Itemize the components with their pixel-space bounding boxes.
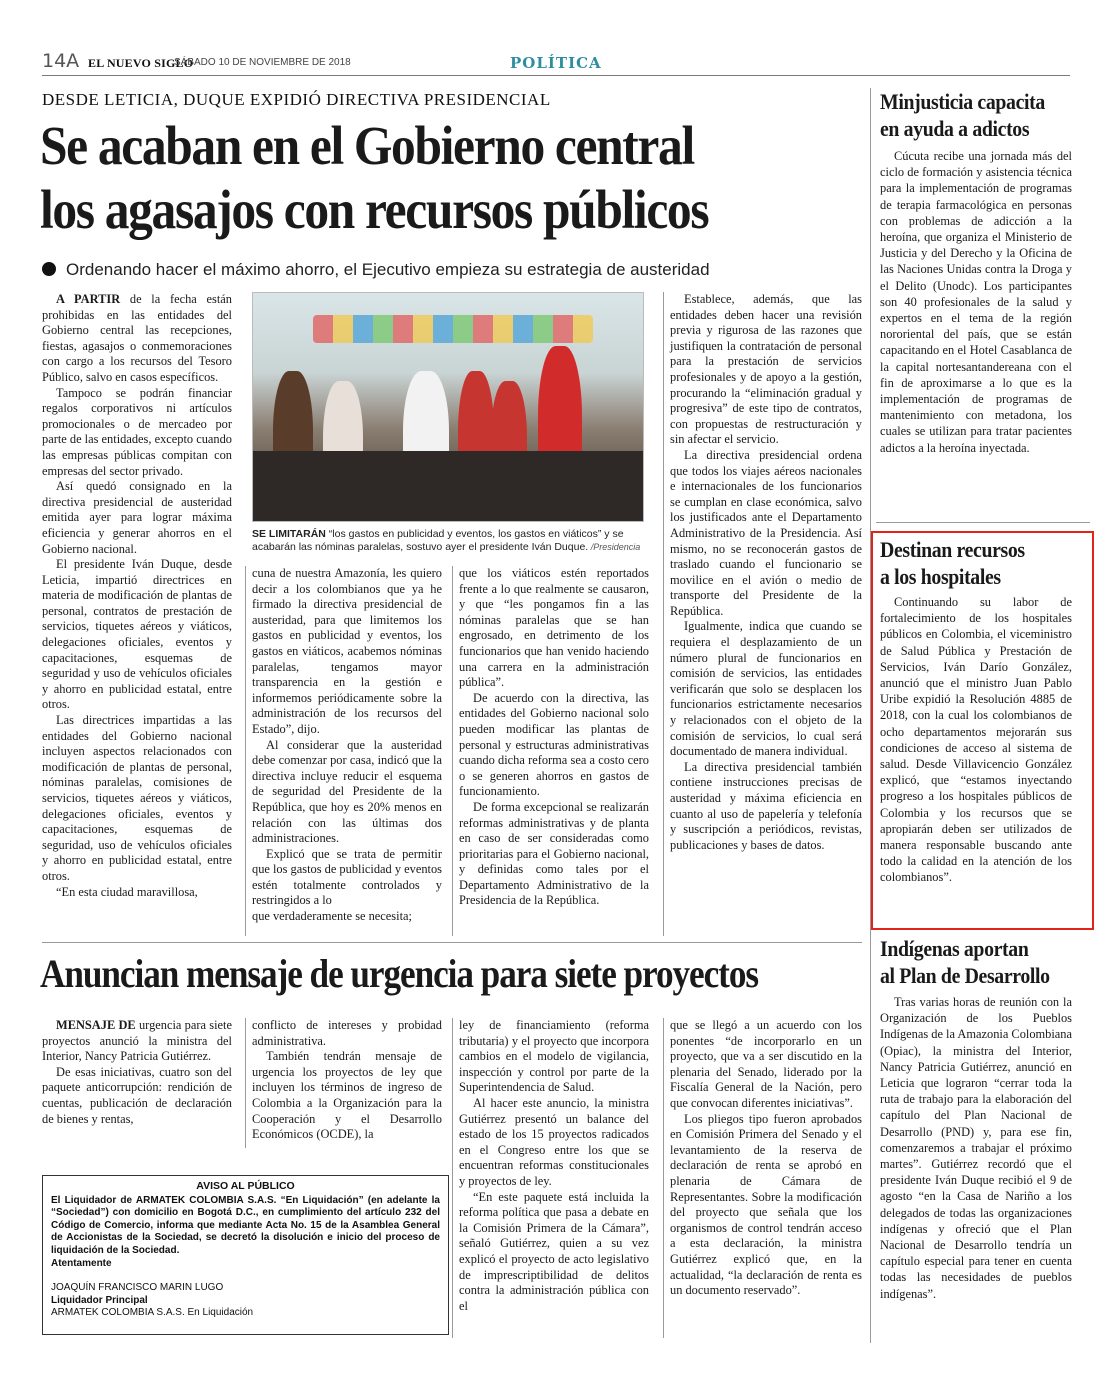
photo-credit: /Presidencia	[588, 542, 641, 552]
column-divider	[663, 292, 664, 936]
sidebar-2-body	[880, 594, 1072, 886]
page-number: 14A	[42, 50, 80, 72]
title-line: Indígenas aportan	[880, 936, 1029, 961]
lead-headline-line-2: los agasajos con recursos públicos	[40, 179, 709, 240]
photo-caption	[252, 528, 647, 554]
second-paragraph: “En este paquete está incluida la reforma política que pasa a debate en la Comisión Primera de la Cámara”, señaló Gutiérrez, quien a su vez explicó el proyecto de acto legislativo de imprescriptibilidad de delitos contra la administración pública con el	[459, 1189, 649, 1313]
sidebar-3-title	[880, 935, 1069, 989]
sidebar-1-title	[880, 88, 1069, 142]
title-line: a los hospitales	[880, 564, 1001, 589]
public-notice	[42, 1175, 449, 1335]
lead-headline	[40, 114, 778, 242]
paragraph-text: urgencia para siete proyectos anunció la ministra del Interior, Nancy Patricia Gutiérrez.	[42, 1018, 232, 1064]
lead-paragraph: que verdaderamente se necesita;	[252, 909, 412, 924]
bullet-icon	[42, 262, 56, 276]
classroom-banner	[313, 315, 593, 343]
notice-body: El Liquidador de ARMATEK COLOMBIA S.A.S. “En Liquidación” (en adelante la “Sociedad”) con domicilio en Bogotá D.C., en cumplimiento del artículo 232 del Código de Comercio, informa que mediante Acta No. 15 de la Asamblea General de Accionistas de la Sociedad, se decretó la disolución e inicio del proceso de liquidación de la Sociedad.	[51, 1194, 440, 1256]
lead-paragraph: De forma excepcional se realizarán reformas administrativas y de planta en caso de ser consideradas como prioritarias para el Gobierno nacional, y definidas como tales por el Departamento Administrativo de la Presidencia de la República.	[459, 799, 649, 908]
lead-column-4	[670, 292, 862, 853]
second-paragraph: conflicto de intereses y probidad administrativa.	[252, 1018, 442, 1048]
lead-paragraph: Así quedó consignado en la directiva presidencial de austeridad emitida ayer para lograr máxima eficiencia y generar ahorros en el Gobierno nacional.	[42, 479, 232, 556]
notice-company: ARMATEK COLOMBIA S.A.S. En Liquidación	[51, 1307, 254, 1319]
second-headline: Anuncian mensaje de urgencia para siete proyectos	[40, 951, 759, 996]
sidebar-divider	[876, 522, 1090, 523]
lead-paragraph: Igualmente, indica que cuando se requiera el desplazamiento de un número plural de funcionarios en comisión de servicios, las entidades verificarán que solo se desplacen los funcionarios estrictamente necesarios y relacionados con el objeto de la comisión de servicios, lo cual será documentado de manera individual.	[670, 619, 862, 759]
title-line: Destinan recursos	[880, 537, 1025, 562]
newspaper-name: EL NUEVO SIGLO	[88, 56, 194, 70]
second-column-3	[459, 1018, 649, 1314]
lead-paragraph: La directiva presidencial también contiene instrucciones precisas de austeridad y máxima eficiencia en cuanto al uso de papelería y telefonía y suscripción a periódicos, revistas, publicaciones y bases de datos.	[670, 759, 862, 852]
notice-closing: Atentamente	[51, 1257, 112, 1269]
column-divider	[452, 1018, 453, 1338]
lead-column-1	[42, 292, 232, 900]
lead-summary-text: Ordenando hacer el máximo ahorro, el Ejecutivo empieza su estrategia de austeridad	[66, 260, 710, 279]
second-paragraph: También tendrán mensaje de urgencia los proyectos de ley que incluyen los términos de ingreso de Colombia a la Organización para la Cooperación y el Desarrollo Económicos (OCDE), la	[252, 1049, 442, 1142]
lead-photo	[252, 292, 644, 522]
lead-column-2	[252, 566, 442, 925]
title-line: al Plan de Desarrollo	[880, 963, 1050, 988]
lead-paragraph: Tampoco se podrán financiar regalos corporativos ni artículos promocionales o de mercadeo por parte de las entidades, excepto cuando las empresas públicas compitan con empresas del sector privado.	[42, 385, 232, 478]
lead-kicker: DESDE LETICIA, DUQUE EXPIDIÓ DIRECTIVA PRESIDENCIAL	[42, 90, 551, 109]
column-divider	[245, 566, 246, 936]
lead-in: MENSAJE DE	[56, 1018, 136, 1032]
column-divider	[245, 1018, 246, 1148]
lead-paragraph: La directiva presidencial ordena que todos los viajes aéreos nacionales e internacionales de los funcionarios se cumplan en clase económica, salvo los justificados ante el Departamento Administrativo de la Presidencia. Así mismo, no se reconocerán gastos de traslado cuando el funcionario se movilice en el avión o medio de transporte del Presidente de la República.	[670, 447, 862, 618]
sidebar-paragraph: Cúcuta recibe una jornada más del ciclo de formación y asistencia técnica para la implementación de programas de terapia farmacológica en personas con problemas de adicción a la heroína, que organiza el Ministerio de Justicia y del Derecho y la Oficina de las Naciones Unidas contra la Droga y el Delito (Unodc). Los participantes son 40 profesionales de la salud y expertos en el tema de la región nororiental del país, que se están capacitando en el Hotel Casablanca de la capital nortesantandereana con el fin de aproximarse a lo que es la implementación de programas de mantenimiento con metadona, los cuales se utilizan para tratar pacientes adictos a la heroína inyectada.	[880, 149, 1072, 455]
notice-spacer	[51, 1270, 440, 1282]
sidebar-1-body	[880, 148, 1072, 456]
issue-date: SÁBADO 10 DE NOVIEMBRE DE 2018	[174, 57, 351, 68]
section-title: POLÍTICA	[510, 54, 602, 72]
notice-signatory: JOAQUÍN FRANCISCO MARIN LUGO	[51, 1282, 224, 1294]
children-group	[253, 451, 644, 521]
second-column-2	[252, 1018, 442, 1143]
second-column-4	[670, 1018, 862, 1299]
sidebar-3-body	[880, 994, 1072, 1302]
lead-paragraph: “En esta ciudad maravillosa,	[56, 884, 198, 899]
sidebar-paragraph: Tras varias horas de reunión con la Organización de los Pueblos Indígenas de la Amazonia Colombiana (Opiac), la ministra del Interior, Nancy Patricia Gutiérrez, anunció en Leticia que lograron “cerrar toda la ruta de trabajo para la elaboración del capítulo del Plan Nacional de Desarrollo (PND) y, para ese fin, comenzaremos a trabajar el próximo martes”. Gutiérrez recordó que el presidente Iván Duque recibió el 9 de agosto “en la Casa de Nariño a los delegados de todas las organizaciones indígenas y ofreció que el Plan Nacional de Desarrollo tendría un capítulo especial para tener en cuenta todas las necesidades de pueblos indígenas”.	[880, 995, 1072, 1301]
second-paragraph: Al hacer este anuncio, la ministra Gutiérrez presentó un balance del estado de los 15 proyectos radicados en el Congreso entre los que se encuentran reformas constitucionales y proyectos de ley.	[459, 1095, 649, 1188]
second-column-1	[42, 1018, 232, 1127]
title-line: en ayuda a adictos	[880, 116, 1030, 141]
caption-text: “los gastos en publicidad y eventos, los gastos en viáticos” y se acabarán las nóminas paralelas, sostuvo ayer el presidente Iván Duque.	[252, 528, 624, 553]
masthead	[42, 50, 1070, 76]
title-line: Minjusticia capacita	[880, 89, 1045, 114]
lead-paragraph: El presidente Iván Duque, desde Leticia, impartió directrices en materia de modificación de plantas de personal, contratos de prestación de servicios, tiquetes aéreos y viáticos, delegaciones oficiales, eventos y capacitaciones, esquemas de seguridad y uso de vehículos oficiales y ahorro en publicidad estatal, entre otros.	[42, 557, 232, 712]
lead-paragraph	[42, 292, 232, 386]
paragraph-text: de la fecha están prohibidas en las entidades del Gobierno central las recepciones, fiestas, agasajos o conmemoraciones con cargo a los recursos del Tesoro Público, salvo en casos específicos.	[42, 292, 232, 384]
lead-column-3	[459, 566, 649, 909]
sidebar-paragraph: Continuando su labor de fortalecimiento de los hospitales públicos en Colombia, el viceministro de Salud Pública y Prestación de Servicios, Iván Darío González, anunció que el ministro Juan Pablo Uribe expidió la Resolución 4885 de 2018, con la cual los colombianos de ocho departamentos mejorarán sus condiciones de acceso al sistema de salud. Desde Villavicencio González explicó, que “estamos inyectando progreso a los hospitales públicos de Colombia y los recursos que se apropiarán deben ser utilizados de manera responsable buscando ante todo la calidad en la atención de los colombianos”.	[880, 595, 1072, 885]
column-divider	[663, 1018, 664, 1338]
lead-in: A PARTIR	[56, 292, 121, 306]
lead-headline-line-1: Se acaban en el Gobierno central	[40, 115, 694, 176]
caption-lead: SE LIMITARÁN	[252, 528, 326, 540]
lead-paragraph: cuna de nuestra Amazonía, les quiero decir a los colombianos que ya he firmado la directiva presidencial de austeridad, para que limitemos los gastos en publicidad y eventos, los gastos en viáticos, acabemos nóminas paralelas, tengamos mayor transparencia en la gestión e informemos periódicamente sobre la administración de los recursos del Estado”, dijo.	[252, 566, 442, 736]
column-divider	[452, 566, 453, 936]
lead-paragraph: que los viáticos estén reportados frente a lo que realmente se causaron, y que “les pongamos fin a las nóminas paralelas que se han engrosado, en detrimento de los funcionarios que han venido haciendo una carrera en la administración pública”.	[459, 566, 649, 690]
second-paragraph: Los pliegos tipo fueron aprobados en Comisión Primera del Senado y el levantamiento de la reserva de declaración de renta se aprobó en plenaria de Cámara de Representantes. Sobre la modificación del proyecto que señala que los organismos de control tendrán acceso a esta declaración, la ministra Gutiérrez explicó que, en la actualidad, “la declaración de renta es un documento reservado”.	[670, 1111, 862, 1298]
lead-paragraph: Explicó que se trata de permitir que los gastos de publicidad y eventos estén totalmente controlados y restringidos a lo	[252, 846, 442, 908]
lead-paragraph: Las directrices impartidas a las entidades del Gobierno nacional incluyen aspectos relacionados con modificación de plantas de personal, nóminas paralelas, comisiones de servicios, tiquetes aéreos y viáticos, delegaciones oficiales, eventos y capacitaciones, esquemas de seguridad, uso de vehículos oficiales y ahorro en publicidad estatal, entre otros.	[42, 713, 232, 883]
sidebar-2-title	[880, 536, 1069, 590]
lead-summary	[42, 260, 842, 280]
second-paragraph	[42, 1018, 232, 1065]
lead-paragraph: Al considerar que la austeridad debe comenzar por casa, indicó que la directiva incluye reducir el esquema de seguridad del Presidente de la República, que hoy es 20% menos en relación con las últimas dos administraciones.	[252, 737, 442, 846]
second-paragraph: ley de financiamiento (reforma tributaria) y el proyecto que incorpora cambios en el modelo de vigilancia, inspección y control por parte de la Superintendencia de Salud.	[459, 1018, 649, 1095]
notice-role: Liquidador Principal	[51, 1294, 148, 1306]
second-paragraph: De esas iniciativas, cuatro son del paquete anticorrupción: rendición de cuentas, publicación de declaración de bienes y rentas,	[42, 1064, 232, 1126]
lead-paragraph: De acuerdo con la directiva, las entidades del Gobierno nacional solo pueden modificar las plantas de personal y estructuras administrativas cuando dicha reforma sea a costo cero o se generen ahorros en gastos de funcionamiento.	[459, 690, 649, 799]
second-paragraph: que se llegó a un acuerdo con los ponentes “de incorporarlo en un proyecto, que va a ser discutido en la plenaria del Senado, liderado por la Fiscalía General de la Nación, pero que convocan diferentes iniciativas”.	[670, 1018, 862, 1110]
story-divider	[42, 942, 862, 943]
lead-paragraph: Establece, además, que las entidades deben hacer una revisión previa y rigurosa de las razones que justifiquen la contratación de personal para la prestación de servicios profesionales y de apoyo a la gestión, procurando la “eliminación gradual y progresiva” de este tipo de contratos, con propuestas de restructuración y sin afectar el servicio.	[670, 292, 862, 447]
notice-title: AVISO AL PÚBLICO	[196, 1180, 295, 1192]
